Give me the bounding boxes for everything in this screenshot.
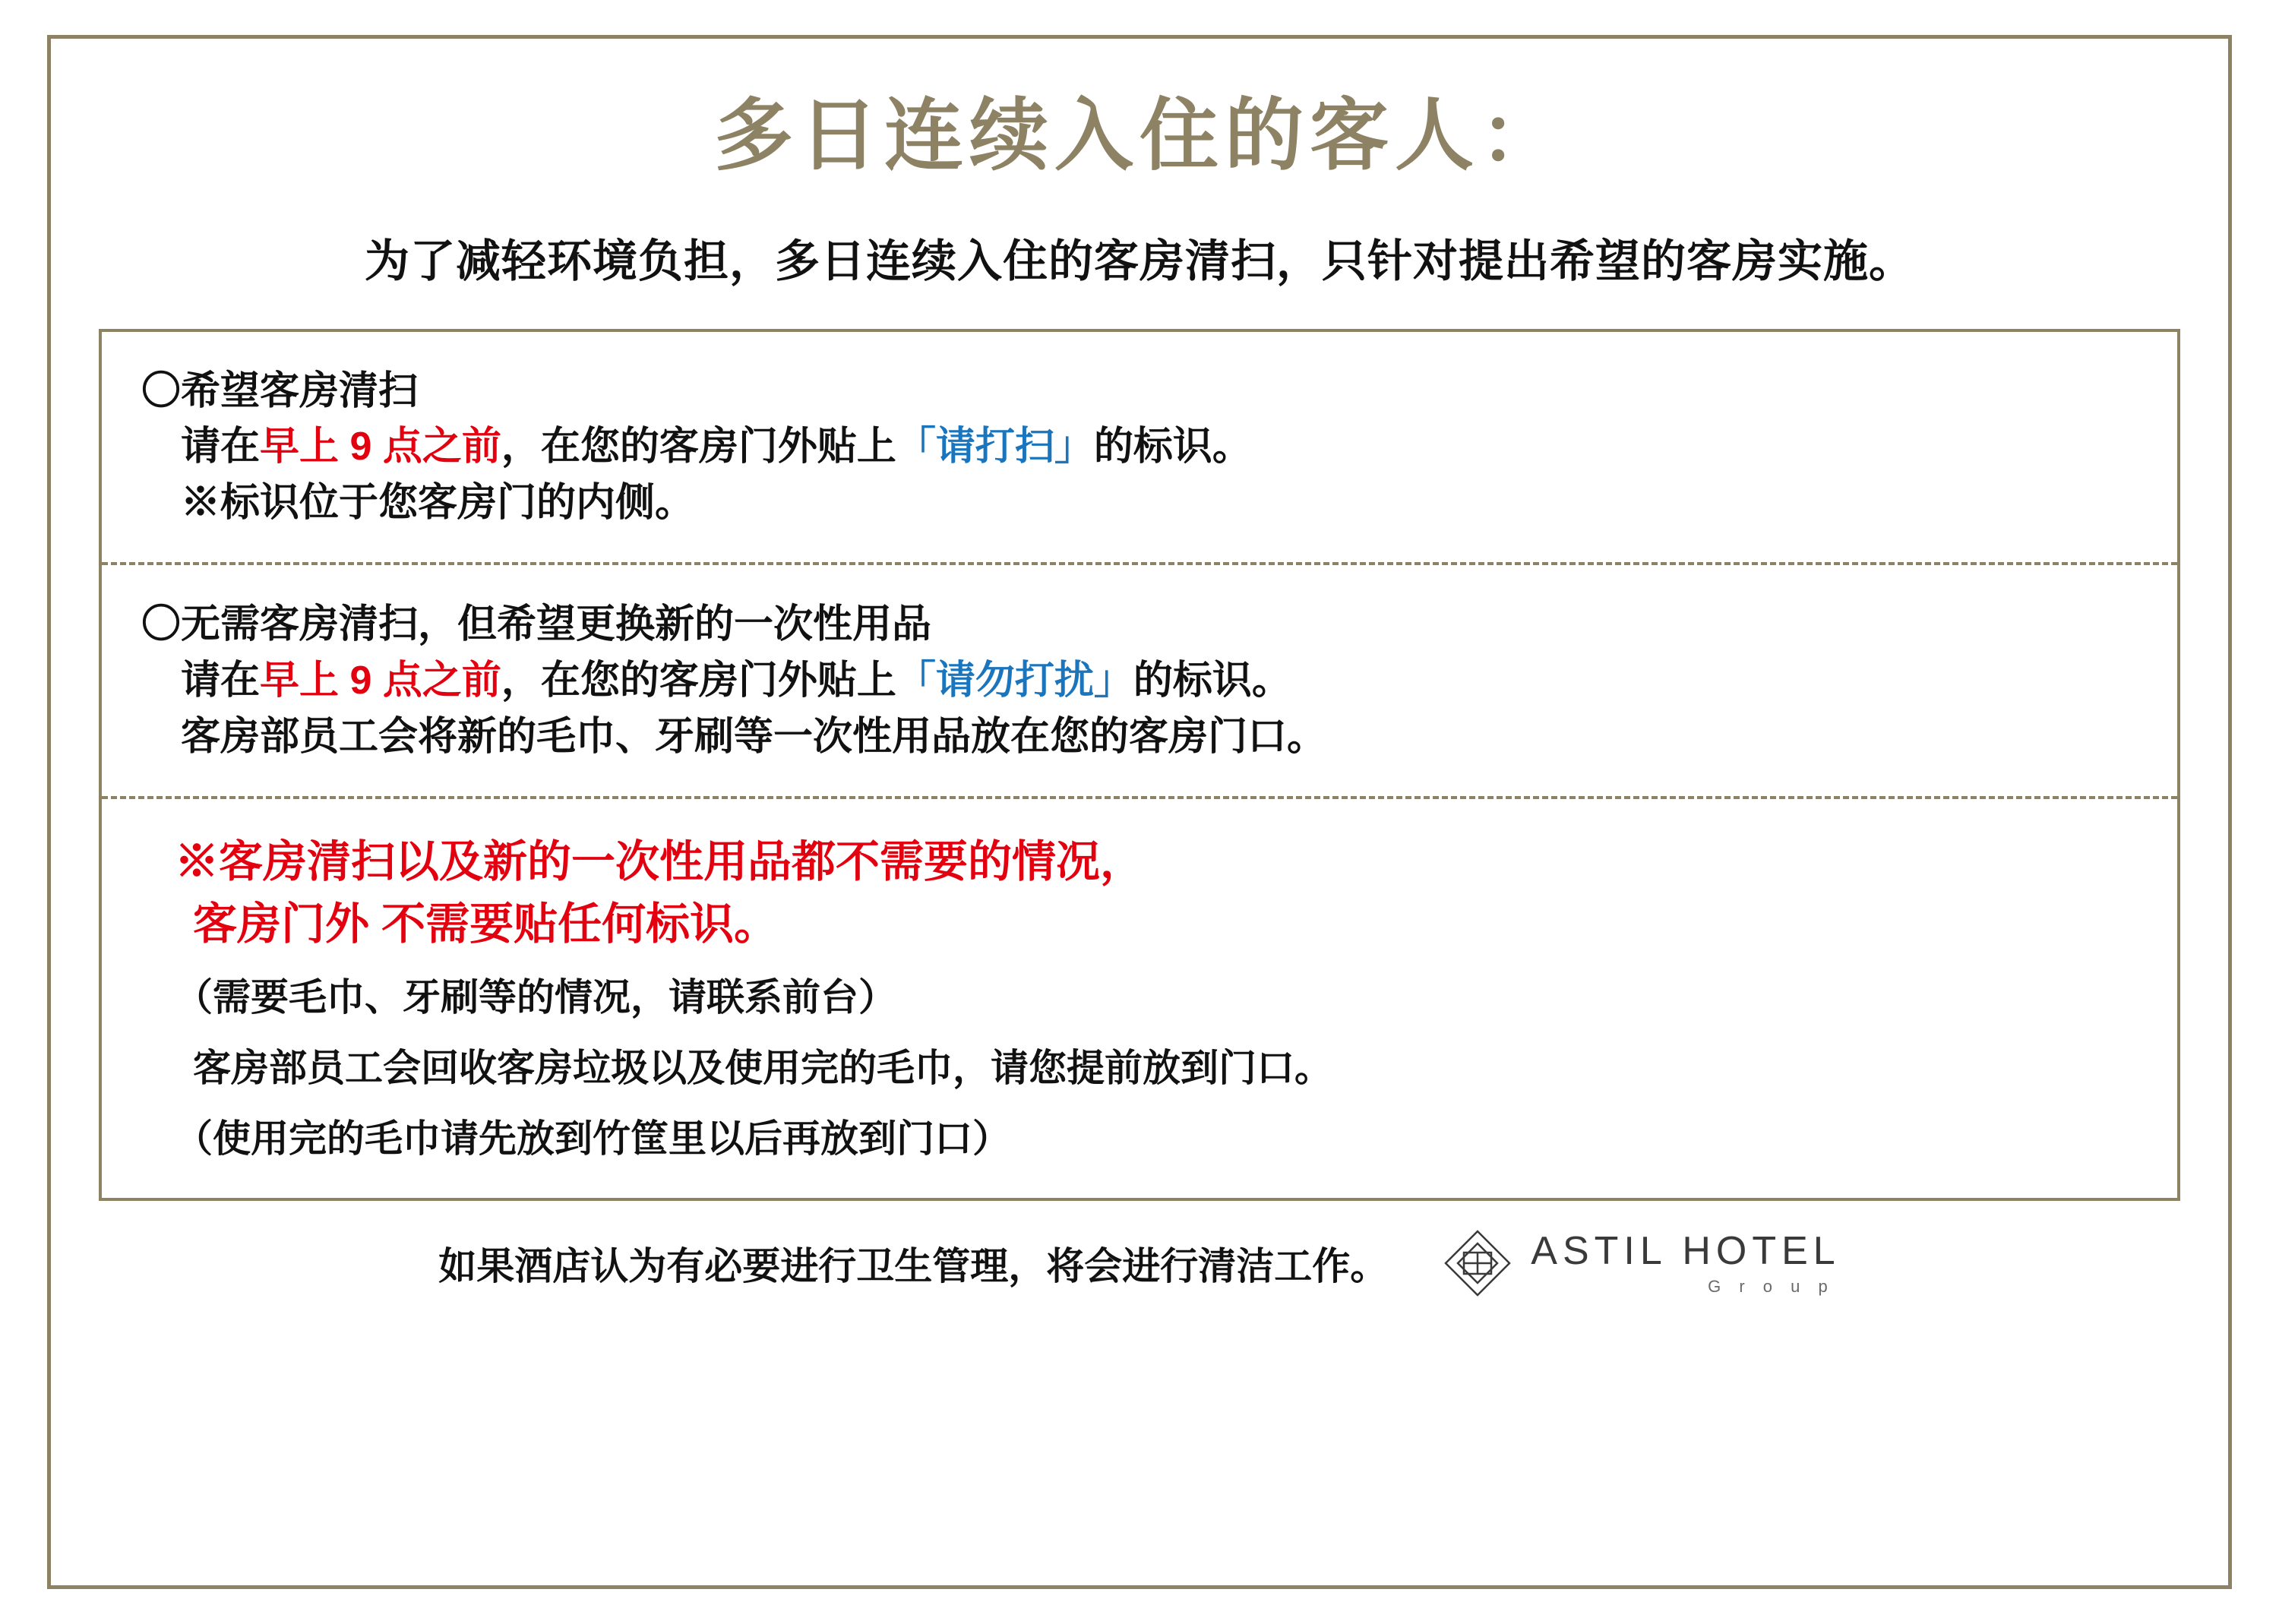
logo-wordmark xyxy=(1531,1231,1840,1295)
line2-sign-label-dnd: 「请勿打扰」 xyxy=(896,658,1133,703)
notice-content xyxy=(99,68,2180,1563)
note-towel-basket: （使用完的毛巾请先放到竹筐里以后再放到门口） xyxy=(175,1117,1010,1161)
footer-text: 如果酒店认为有必要进行卫生管理，将会进行清洁工作。 xyxy=(438,1245,1389,1288)
logo-name: ASTIL HOTEL xyxy=(1531,1229,1841,1274)
page-title: 多日连续入住的客人： xyxy=(713,92,1565,180)
warning-line-1: ※客房清扫以及新的一次性用品都不需要的情况， xyxy=(175,836,1145,886)
section-amenities-only xyxy=(102,562,2177,795)
line2-time-highlight: 早上 9 点之前 xyxy=(260,658,501,703)
section-amenities-only-line2: 客房部员工会将新的毛巾、牙刷等一次性用品放在您的客房门口。 xyxy=(181,714,1327,759)
note-trash-towels: 客房部员工会回收客房垃圾以及使用完的毛巾，请您提前放到门口。 xyxy=(193,1047,1332,1090)
line1-time-highlight: 早上 9 点之前 xyxy=(260,425,501,469)
line1-mid-text: ，在您的客房门外贴上 xyxy=(501,425,896,469)
astil-logo-icon xyxy=(1441,1227,1514,1300)
line2-post-text: 的标识。 xyxy=(1133,658,1291,703)
section-amenities-only-line1 xyxy=(141,653,2138,709)
lead-paragraph: 为了减轻环境负担，多日连续入住的客房清扫，只针对提出希望的客房实施。 xyxy=(364,235,1914,286)
line2-mid-text: ，在您的客房门外贴上 xyxy=(501,658,896,703)
section-request-cleaning xyxy=(102,332,2177,562)
brand-logo xyxy=(1441,1227,1840,1300)
line1-sign-label-clean: 「请打扫」 xyxy=(896,425,1094,469)
warning-line-2: 客房门外 不需要贴任何标识。 xyxy=(193,899,779,949)
instructions-box xyxy=(99,329,2180,1202)
line1-post-text: 的标识。 xyxy=(1093,425,1252,469)
line1-pre-text: 请在 xyxy=(181,425,261,469)
section-request-cleaning-line2: ※标识位于您客房门的内侧。 xyxy=(181,481,695,526)
section-heading-request-cleaning: 〇希望客房清扫 xyxy=(141,368,419,413)
section-request-cleaning-line1 xyxy=(141,419,2138,476)
section-heading-amenities-only: 〇无需客房清扫，但希望更换新的一次性用品 xyxy=(141,602,932,647)
logo-subtitle: G r o u p xyxy=(1708,1277,1835,1297)
section-no-service xyxy=(102,796,2177,1199)
line2-pre-text: 请在 xyxy=(181,658,261,703)
note-front-desk: （需要毛巾、牙刷等的情况，请联系前台） xyxy=(175,976,896,1019)
footer xyxy=(99,1227,2180,1300)
